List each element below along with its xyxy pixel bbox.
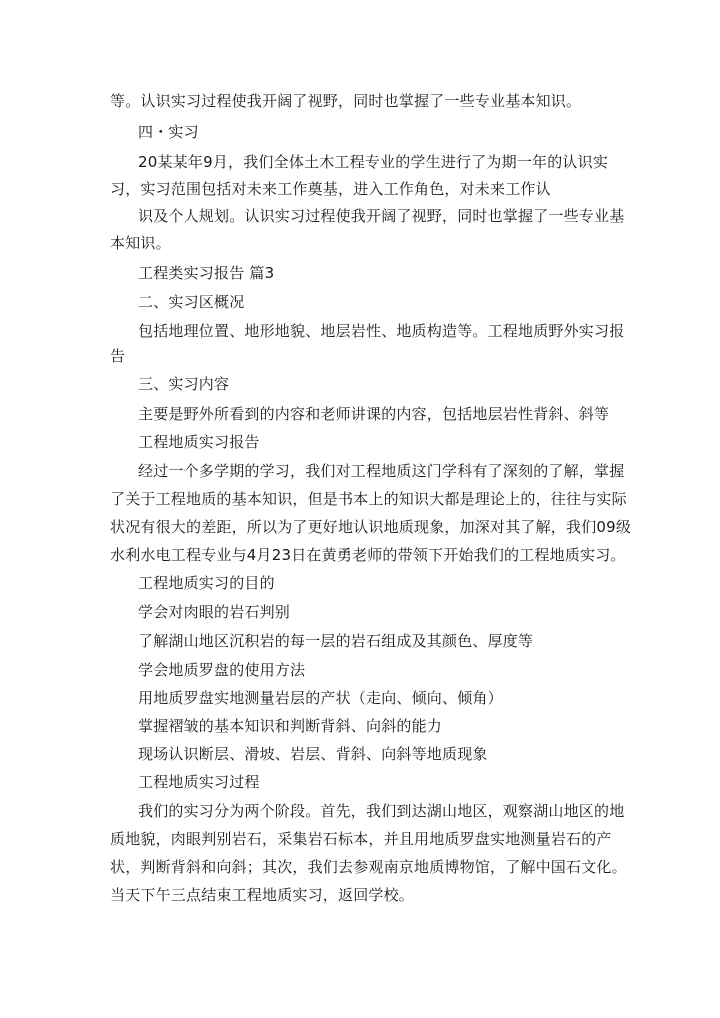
section-heading: 三、实习内容 [138, 375, 230, 393]
section-heading: 四・实习 [138, 123, 199, 141]
paragraph-line: 质地貌，肉眼判别岩石，采集岩石标本，并且用地质罗盘实地测量岩石的产 [110, 830, 612, 848]
list-item: 用地质罗盘实地测量岩层的产状（走向、倾向、倾角） [138, 689, 503, 707]
section-heading: 工程地质实习报告 [138, 433, 260, 451]
paragraph-line: 经过一个多学期的学习，我们对工程地质这门学科有了深刻的了解，掌握 [138, 462, 625, 480]
paragraph-line: 主要是野外所看到的内容和老师讲课的内容，包括地层岩性背斜、斜等 [138, 405, 610, 423]
section-heading: 工程地质实习过程 [138, 773, 260, 791]
paragraph-line: 包括地理位置、地形地貌、地层岩性、地质构造等。工程地质野外实习报 [138, 322, 625, 340]
paragraph-line: 状况有很大的差距，所以为了更好地认识地质现象，加深对其了解，我们09级 [110, 518, 632, 536]
paragraph-line: 等。认识实习过程使我开阔了视野，同时也掌握了一些专业基本知识。 [110, 92, 582, 110]
paragraph-line: 习，实习范围包括对未来工作奠基，进入工作角色，对未来工作认 [110, 180, 551, 198]
paragraph-line: 告 [110, 347, 126, 365]
paragraph-line: 水利水电工程专业与4月23日在黄勇老师的带领下开始我们的工程地质实习。 [110, 546, 626, 564]
paragraph-line: 识及个人规划。认识实习过程使我开阔了视野，同时也掌握了一些专业基 [138, 207, 625, 225]
list-item: 掌握褶皱的基本知识和判断背斜、向斜的能力 [138, 717, 443, 735]
paragraph-line: 了关于工程地质的基本知识，但是书本上的知识大都是理论上的，往往与实际 [110, 490, 627, 508]
paragraph-line: 本知识。 [110, 234, 171, 252]
list-item: 学会对肉眼的岩石判别 [138, 603, 291, 621]
paragraph-line: 我们的实习分为两个阶段。首先，我们到达湖山地区，观察湖山地区的地 [138, 802, 625, 820]
paragraph-line: 当天下午三点结束工程地质实习，返回学校。 [110, 886, 415, 904]
list-item: 了解湖山地区沉积岩的每一层的岩石组成及其颜色、厚度等 [138, 632, 534, 650]
section-heading: 工程地质实习的目的 [138, 574, 275, 592]
list-item: 现场认识断层、滑坡、岩层、背斜、向斜等地质现象 [138, 745, 488, 763]
paragraph-line: 状，判断背斜和向斜；其次，我们去参观南京地质博物馆，了解中国石文化。 [110, 858, 627, 876]
report-title: 工程类实习报告 篇3 [138, 264, 275, 282]
section-heading: 二、实习区概况 [138, 293, 245, 311]
paragraph-line: 20某某年9月，我们全体土木工程专业的学生进行了为期一年的认识实 [138, 153, 609, 171]
list-item: 学会地质罗盘的使用方法 [138, 661, 306, 679]
